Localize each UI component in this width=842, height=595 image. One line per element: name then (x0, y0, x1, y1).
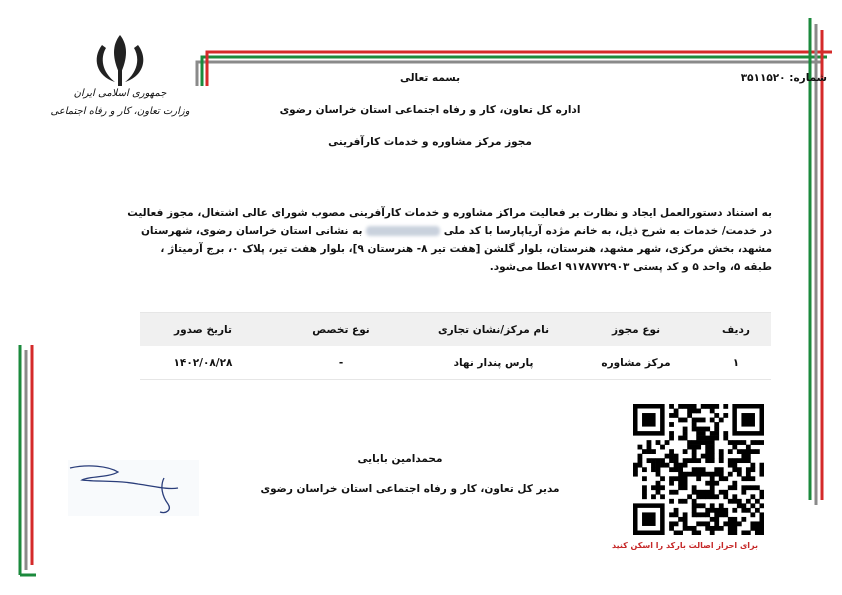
license-title: مجوز مرکز مشاوره و خدمات کارآفرینی (328, 136, 532, 148)
cell-specialty: - (266, 346, 416, 380)
body-line-1: به استناد دستورالعمل ایجاد و نظارت بر فعالیت مراکز مشاوره و خدمات کارآفرینی مصوب شورای عالی اشتغال، مجوز فعالیت (127, 207, 772, 219)
col-issue-date: تاریخ صدور (140, 313, 266, 347)
body-line-2a: در خدمت/ خدمات به شرح ذیل، به خانم مژده آریاپارسا با کد ملی (443, 225, 772, 237)
redacted-national-id (366, 226, 440, 236)
emblem-icon (60, 30, 180, 90)
license-table (140, 312, 771, 380)
iran-emblem-logo (50, 30, 190, 140)
logo-line-1: جمهوری اسلامی ایران (73, 88, 167, 99)
cell-row-number: ۱ (701, 346, 771, 380)
qr-code-icon (633, 404, 764, 535)
body-line-2b: به نشانی استان خراسان رضوی، شهرستان (140, 225, 363, 237)
qr-caption: برای احراز اصالت بارکد را اسکن کنید (611, 541, 759, 550)
cell-issue-date: ۱۴۰۲/۰۸/۲۸ (140, 346, 266, 380)
signatory-name: محمدامین بابایی (357, 453, 443, 465)
signature-icon (68, 460, 199, 516)
document-number (741, 72, 827, 84)
number-value: ۳۵۱۱۵۲۰ (740, 72, 786, 84)
license-body-paragraph (95, 204, 772, 276)
signature (68, 460, 199, 516)
col-license-type: نوع مجوز (571, 313, 701, 347)
office-name: اداره کل تعاون، کار و رفاه اجتماعی استان خراسان رضوی (279, 104, 581, 116)
col-specialty: نوع تخصص (266, 313, 416, 347)
body-line-3: مشهد، بخش مرکزی، شهر مشهد، هنرستان، بلوار گلشن [هفت تیر ۸- هنرستان ۹]، بلوار هفت تیر، پلاک ۰، برج آرمیتاژ ، (160, 243, 772, 255)
number-label: شماره: (789, 72, 827, 84)
cell-center-name: پارس پندار نهاد (416, 346, 571, 380)
col-row-number: ردیف (701, 313, 771, 347)
signatory-title: مدیر کل تعاون، کار و رفاه اجتماعی استان خراسان رضوی (260, 483, 560, 495)
table-row (140, 346, 771, 380)
col-center-name: نام مرکز/نشان تجاری (416, 313, 571, 347)
body-line-2 (95, 222, 772, 240)
table-header-row (140, 313, 771, 347)
bismillah: بسمه تعالی (399, 72, 461, 84)
logo-line-2: وزارت تعاون، کار و رفاه اجتماعی (50, 106, 190, 117)
cell-license-type: مرکز مشاوره (571, 346, 701, 380)
body-line-4: طبقه ۵، واحد ۵ و کد پستی ۹۱۷۸۷۷۲۹۰۳ اعطا می‌شود. (489, 261, 772, 273)
verification-qr-code[interactable] (633, 404, 764, 535)
